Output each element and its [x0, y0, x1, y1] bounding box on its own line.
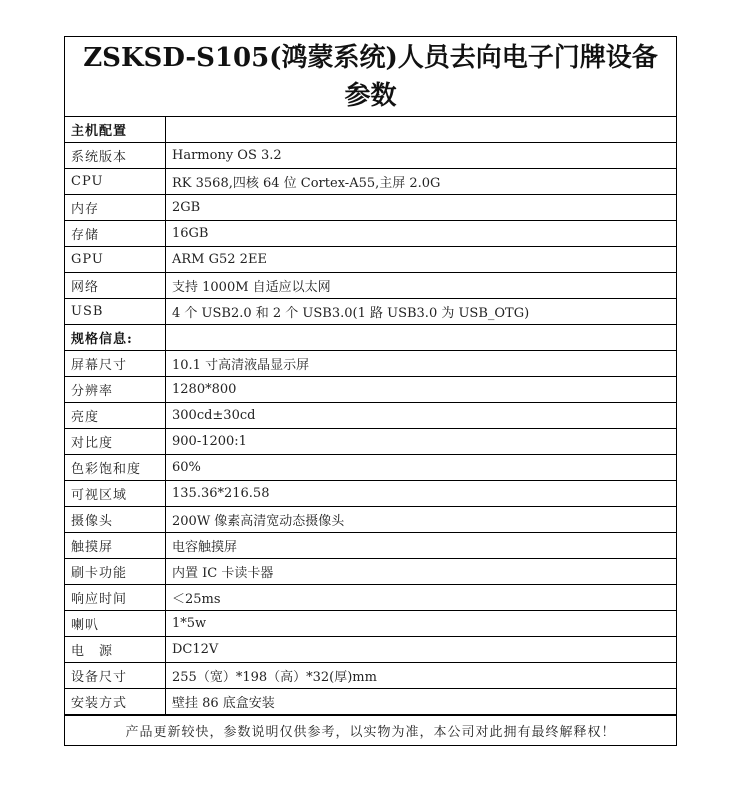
- spec-row: [65, 611, 676, 637]
- spec-value: ＜25ms: [166, 585, 677, 611]
- spec-value: 内置 IC 卡读卡器: [166, 559, 677, 585]
- spec-row: [65, 351, 676, 377]
- section-header-row: [65, 117, 676, 143]
- spec-value: 200W 像素高清宽动态摄像头: [166, 507, 677, 533]
- spec-label: 触摸屏: [65, 533, 166, 559]
- spec-value: 135.36*216.58: [166, 481, 677, 507]
- spec-row: [65, 247, 676, 273]
- spec-row: [65, 663, 676, 689]
- spec-label: 存储: [65, 221, 166, 247]
- spec-label: 系统版本: [65, 143, 166, 169]
- spec-row: [65, 585, 676, 611]
- spec-row: [65, 195, 676, 221]
- spec-label: 网络: [65, 273, 166, 299]
- spec-row: [65, 403, 676, 429]
- spec-value: 300cd±30cd: [166, 403, 677, 429]
- spec-value: 255（宽）*198（高）*32(厚)mm: [166, 663, 677, 689]
- spec-row: [65, 455, 676, 481]
- spec-value: 60%: [166, 455, 677, 481]
- spec-row: [65, 429, 676, 455]
- spec-row: [65, 221, 676, 247]
- spec-value: 10.1 寸高清液晶显示屏: [166, 351, 677, 377]
- spec-label: 刷卡功能: [65, 559, 166, 585]
- spec-sheet: [64, 36, 677, 746]
- spec-value: [166, 325, 677, 351]
- section-title: 主机配置: [65, 117, 166, 143]
- spec-label: 内存: [65, 195, 166, 221]
- spec-value: RK 3568,四核 64 位 Cortex-A55,主屏 2.0G: [166, 169, 677, 195]
- spec-row: [65, 377, 676, 403]
- spec-value: 4 个 USB2.0 和 2 个 USB3.0(1 路 USB3.0 为 USB_OTG): [166, 299, 677, 325]
- spec-row: [65, 533, 676, 559]
- spec-label: 电 源: [65, 637, 166, 663]
- spec-value: DC12V: [166, 637, 677, 663]
- spec-value: 1*5w: [166, 611, 677, 637]
- spec-label: 摄像头: [65, 507, 166, 533]
- spec-row: [65, 169, 676, 195]
- spec-label: GPU: [65, 247, 166, 273]
- spec-value: 900-1200:1: [166, 429, 677, 455]
- spec-table: [65, 117, 676, 715]
- spec-value: 电容触摸屏: [166, 533, 677, 559]
- section-title: 规格信息:: [65, 325, 166, 351]
- spec-value: 1280*800: [166, 377, 677, 403]
- spec-row: [65, 481, 676, 507]
- spec-value: 壁挂 86 底盒安装: [166, 689, 677, 715]
- spec-row: [65, 143, 676, 169]
- spec-row: [65, 299, 676, 325]
- spec-value: 2GB: [166, 195, 677, 221]
- spec-label: 屏幕尺寸: [65, 351, 166, 377]
- spec-label: 亮度: [65, 403, 166, 429]
- spec-value: 支持 1000M 自适应以太网: [166, 273, 677, 299]
- spec-table-body: [65, 117, 676, 715]
- spec-row: [65, 689, 676, 715]
- section-header-row: [65, 325, 676, 351]
- spec-label: 可视区域: [65, 481, 166, 507]
- spec-row: [65, 273, 676, 299]
- document-title: ZSKSD-S105(鸿蒙系统)人员去向电子门牌设备参数: [65, 37, 676, 117]
- spec-row: [65, 507, 676, 533]
- spec-label: 设备尺寸: [65, 663, 166, 689]
- spec-value: [166, 117, 677, 143]
- disclaimer-footer: 产品更新较快，参数说明仅供参考，以实物为准，本公司对此拥有最终解释权！: [65, 715, 676, 745]
- spec-row: [65, 559, 676, 585]
- spec-value: ARM G52 2EE: [166, 247, 677, 273]
- spec-label: 分辨率: [65, 377, 166, 403]
- spec-label: 响应时间: [65, 585, 166, 611]
- spec-label: 色彩饱和度: [65, 455, 166, 481]
- spec-label: 安装方式: [65, 689, 166, 715]
- spec-row: [65, 637, 676, 663]
- spec-label: 对比度: [65, 429, 166, 455]
- spec-value: Harmony OS 3.2: [166, 143, 677, 169]
- spec-label: USB: [65, 299, 166, 325]
- spec-value: 16GB: [166, 221, 677, 247]
- spec-label: 喇叭: [65, 611, 166, 637]
- spec-label: CPU: [65, 169, 166, 195]
